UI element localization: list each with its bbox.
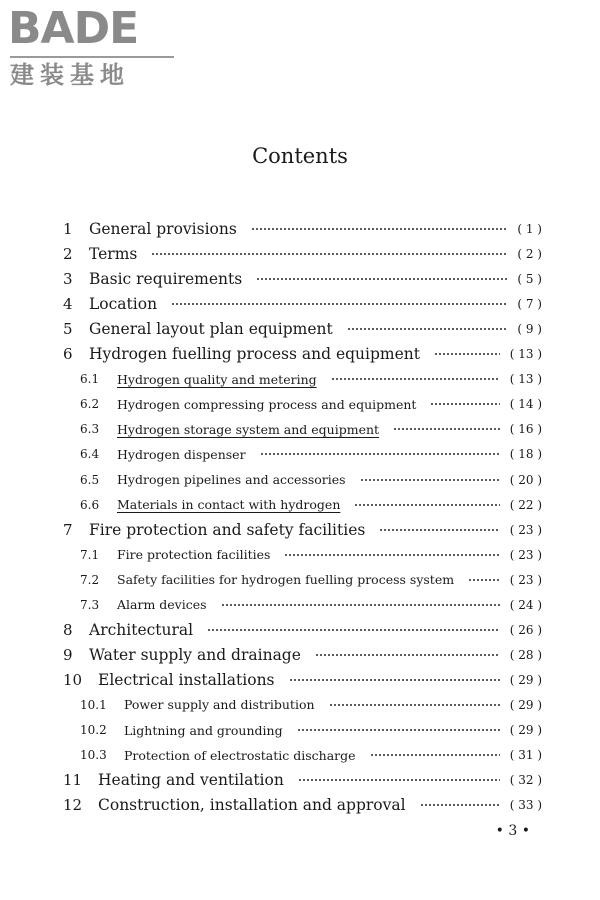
toc-entry — [0, 493, 600, 517]
toc-entry — [0, 743, 600, 767]
toc-entry-page: ( 22 ) — [509, 497, 542, 512]
toc-entry-number: 4 — [63, 295, 73, 314]
toc-entry — [0, 618, 600, 642]
toc-entry-title: Fire protection and safety facilities — [89, 520, 366, 539]
toc-entry-number: 10 — [63, 670, 83, 689]
toc-entry-title: Fire protection facilities — [117, 547, 271, 563]
toc-dot-leader — [289, 677, 500, 683]
toc-entry-number: 7.3 — [80, 597, 100, 612]
toc-entry — [0, 768, 600, 792]
toc-entry-number: 5 — [63, 320, 73, 339]
toc-entry-title: General layout plan equipment — [89, 320, 333, 339]
toc-entry-title: Hydrogen storage system and equipment — [117, 421, 380, 437]
toc-dot-leader — [379, 527, 500, 533]
logo-subtitle: 建装基地 — [10, 61, 130, 89]
toc-entry-page: ( 9 ) — [517, 322, 542, 337]
toc-entry-number: 7.2 — [80, 572, 100, 587]
toc-entry — [0, 267, 600, 291]
toc-entry-title: Hydrogen fuelling process and equipment — [89, 345, 421, 364]
toc-entry — [0, 442, 600, 466]
toc-entry-page: ( 20 ) — [509, 472, 542, 487]
toc-entry — [0, 568, 600, 592]
toc-dot-leader — [284, 552, 500, 558]
toc-entry-page: ( 32 ) — [509, 773, 542, 788]
toc-entry-title: Protection of electrostatic discharge — [124, 747, 356, 763]
toc-entry-title: Electrical installations — [98, 670, 275, 689]
toc-entry — [0, 543, 600, 567]
toc-entry-page: ( 16 ) — [509, 422, 542, 437]
toc-entry-number: 10.1 — [80, 697, 107, 712]
toc-dot-leader — [256, 276, 507, 282]
toc-entry-page: ( 26 ) — [509, 622, 542, 637]
toc-entry-title: Construction, installation and approval — [98, 796, 406, 815]
toc-entry-title: Hydrogen dispenser — [117, 446, 246, 462]
toc-dot-leader — [434, 351, 500, 357]
toc-entry-page: ( 18 ) — [509, 447, 542, 462]
toc-entry-number: 9 — [63, 645, 73, 664]
toc-entry-number: 10.3 — [80, 748, 107, 763]
toc-entry-number: 6.4 — [80, 447, 100, 462]
toc-dot-leader — [329, 702, 500, 708]
toc-entry-title: Materials in contact with hydrogen — [117, 497, 341, 513]
toc-entry-page: ( 31 ) — [509, 748, 542, 763]
toc-entry — [0, 693, 600, 717]
toc-dot-leader — [151, 251, 507, 257]
toc-dot-leader — [430, 401, 500, 407]
toc-dot-leader — [331, 376, 500, 382]
toc-dot-leader — [370, 752, 500, 758]
toc-entry-number: 8 — [63, 620, 73, 639]
toc-dot-leader — [298, 777, 500, 783]
toc-entry — [0, 217, 600, 241]
toc-entry — [0, 242, 600, 266]
toc-dot-leader — [420, 802, 500, 808]
toc-entry-page: ( 29 ) — [509, 723, 542, 737]
toc-entry-title: General provisions — [89, 220, 237, 238]
toc-entry-page: ( 1 ) — [517, 222, 542, 236]
toc-entry-title: Location — [89, 295, 158, 314]
toc-entry-title: Alarm devices — [117, 597, 207, 613]
toc-dot-leader — [207, 627, 500, 633]
toc-entry-number: 10.2 — [80, 723, 107, 737]
toc-dot-leader — [347, 326, 507, 332]
toc-entry — [0, 793, 600, 817]
toc-entry-number: 6.2 — [80, 397, 100, 412]
toc-entry-title: Architectural — [89, 620, 194, 639]
toc-dot-leader — [251, 226, 507, 232]
toc-entry — [0, 367, 600, 391]
toc-entry-title: Lightning and grounding — [124, 722, 283, 738]
toc-entry — [0, 342, 600, 366]
toc-entry-page: ( 13 ) — [509, 347, 542, 362]
toc-entry-number: 7.1 — [80, 547, 100, 562]
toc-entry — [0, 292, 600, 316]
toc-dot-leader — [354, 502, 500, 508]
toc-entry-page: ( 28 ) — [509, 647, 542, 662]
toc-entry-title: Heating and ventilation — [98, 771, 284, 790]
toc-entry-title: Basic requirements — [89, 270, 243, 289]
toc-entry-page: ( 5 ) — [517, 272, 542, 287]
toc-entry — [0, 518, 600, 542]
toc-entry-number: 6.6 — [80, 497, 100, 512]
toc-dot-leader — [260, 451, 500, 457]
toc-entry — [0, 468, 600, 492]
toc-dot-leader — [393, 426, 500, 432]
toc-entry-page: ( 23 ) — [509, 547, 542, 562]
toc-entry — [0, 317, 600, 341]
toc-entry-page: ( 29 ) — [509, 697, 542, 712]
logo-wordmark: BADE — [8, 3, 139, 54]
toc-dot-leader — [315, 652, 500, 658]
toc-entry — [0, 593, 600, 617]
toc-entry-page: ( 2 ) — [517, 247, 542, 262]
toc-entry — [0, 392, 600, 416]
toc-entry-page: ( 13 ) — [509, 372, 542, 387]
toc-dot-leader — [171, 301, 507, 307]
toc-dot-leader — [221, 602, 500, 608]
toc-entry — [0, 668, 600, 692]
toc-entry-title: Hydrogen quality and metering — [117, 371, 317, 387]
toc-entry-title: Hydrogen pipelines and accessories — [117, 472, 346, 487]
toc-entry-page: ( 29 ) — [509, 672, 542, 687]
toc-dot-leader — [297, 727, 500, 733]
toc-entry-title: Power supply and distribution — [124, 697, 315, 713]
toc-entry-title: Water supply and drainage — [89, 645, 301, 664]
toc-entry — [0, 417, 600, 441]
toc-dot-leader — [360, 477, 500, 483]
page-title: Contents — [252, 144, 348, 168]
logo-divider — [10, 56, 174, 58]
toc-entry-number: 11 — [63, 771, 83, 790]
toc-entry-number: 2 — [63, 245, 73, 264]
toc-entry-number: 6 — [63, 345, 73, 364]
toc-entry-number: 7 — [63, 520, 73, 539]
toc-entry-page: ( 23 ) — [509, 572, 542, 587]
toc-entry-number: 3 — [63, 270, 73, 289]
toc-entry-number: 1 — [63, 220, 73, 238]
toc-entry-number: 6.1 — [80, 372, 100, 387]
toc-entry-page: ( 14 ) — [509, 397, 542, 412]
page-number: • 3 • — [495, 823, 530, 839]
toc-entry-page: ( 23 ) — [509, 522, 542, 537]
toc-entry-page: ( 33 ) — [509, 798, 542, 813]
toc-entry-page: ( 7 ) — [517, 297, 542, 312]
toc-entry-title: Hydrogen compressing process and equipment — [117, 396, 417, 412]
toc-entry-number: 6.5 — [80, 472, 100, 487]
toc-entry-number: 6.3 — [80, 422, 100, 437]
toc-entry-page: ( 24 ) — [509, 597, 542, 612]
toc-entry — [0, 718, 600, 742]
bade-logo — [8, 3, 178, 89]
toc-entry — [0, 643, 600, 667]
toc-entry-title: Safety facilities for hydrogen fuelling process system — [117, 572, 455, 588]
toc-entry-title: Terms — [89, 245, 138, 264]
toc-dot-leader — [468, 577, 500, 583]
toc-entry-number: 12 — [63, 796, 83, 815]
